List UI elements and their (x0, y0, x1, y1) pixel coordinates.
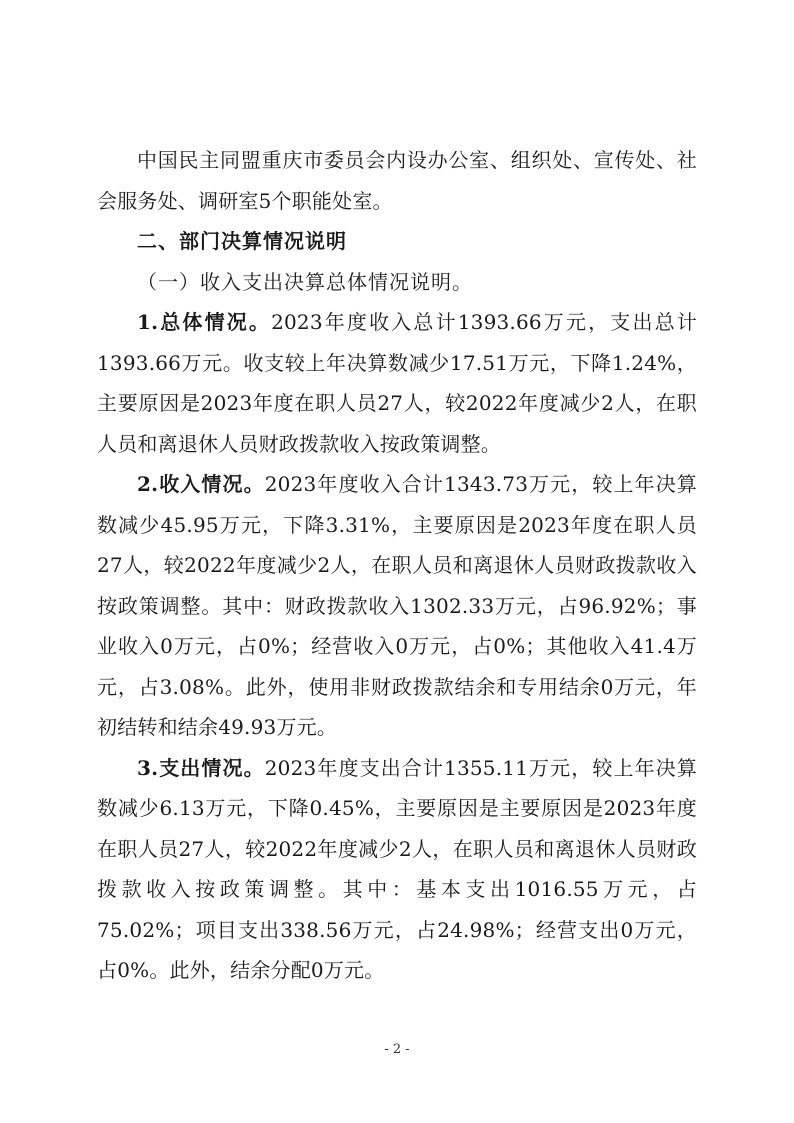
overall-body: 2023年度收入总计1393.66万元，支出总计1393.66万元。收支较上年决算数减少17.51万元，下降1.24%，主要原因是2023年度在职人员27人，较2022年度减少2人，在职人员和离退休人员财政拨款收入按政策调整。 (97, 310, 698, 456)
expenditure-body: 2023年度支出合计1355.11万元，较上年决算数减少6.13万元，下降0.45%，主要原因是主要原因是2023年度在职人员27人，较2022年度减少2人，在职人员和离退休人员财政拨款收入按政策调整。其中：基本支出1016.55万元，占75.02%；项目支出338.56万元，占24.98%；经营支出0万元，占0%。此外，结余分配0万元。 (97, 755, 698, 982)
expenditure-lead: 3.支出情况。 (137, 755, 265, 780)
income-body: 2023年度收入合计1343.73万元，较上年决算数减少45.95万元，下降3.31%，主要原因是2023年度在职人员27人，较2022年度减少2人，在职人员和离退休人员财政拨款收入按政策调整。其中：财政拨款收入1302.33万元，占96.92%；事业收入0万元，占0%；经营收入0万元，占0%；其他收入41.4万元，占3.08%。此外，使用非财政拨款结余和专用结余0万元，年初结转和结余49.93万元。 (97, 472, 698, 739)
document-body (97, 140, 697, 991)
paragraph-overall (97, 302, 697, 464)
paragraph-expenditure (97, 748, 697, 991)
section-heading: 二、部门决算情况说明 (137, 229, 347, 253)
income-lead: 2.收入情况。 (137, 472, 265, 496)
page-number: - 2 - (384, 1042, 410, 1057)
paragraph-income (97, 464, 697, 748)
subsection-heading: （一）收入支出决算总体情况说明。 (137, 269, 473, 294)
overall-lead: 1.总体情况。 (137, 310, 272, 334)
paragraph-organization: 中国民主同盟重庆市委员会内设办公室、组织处、宣传处、社会服务处、调研室5个职能处室。 (97, 148, 697, 213)
